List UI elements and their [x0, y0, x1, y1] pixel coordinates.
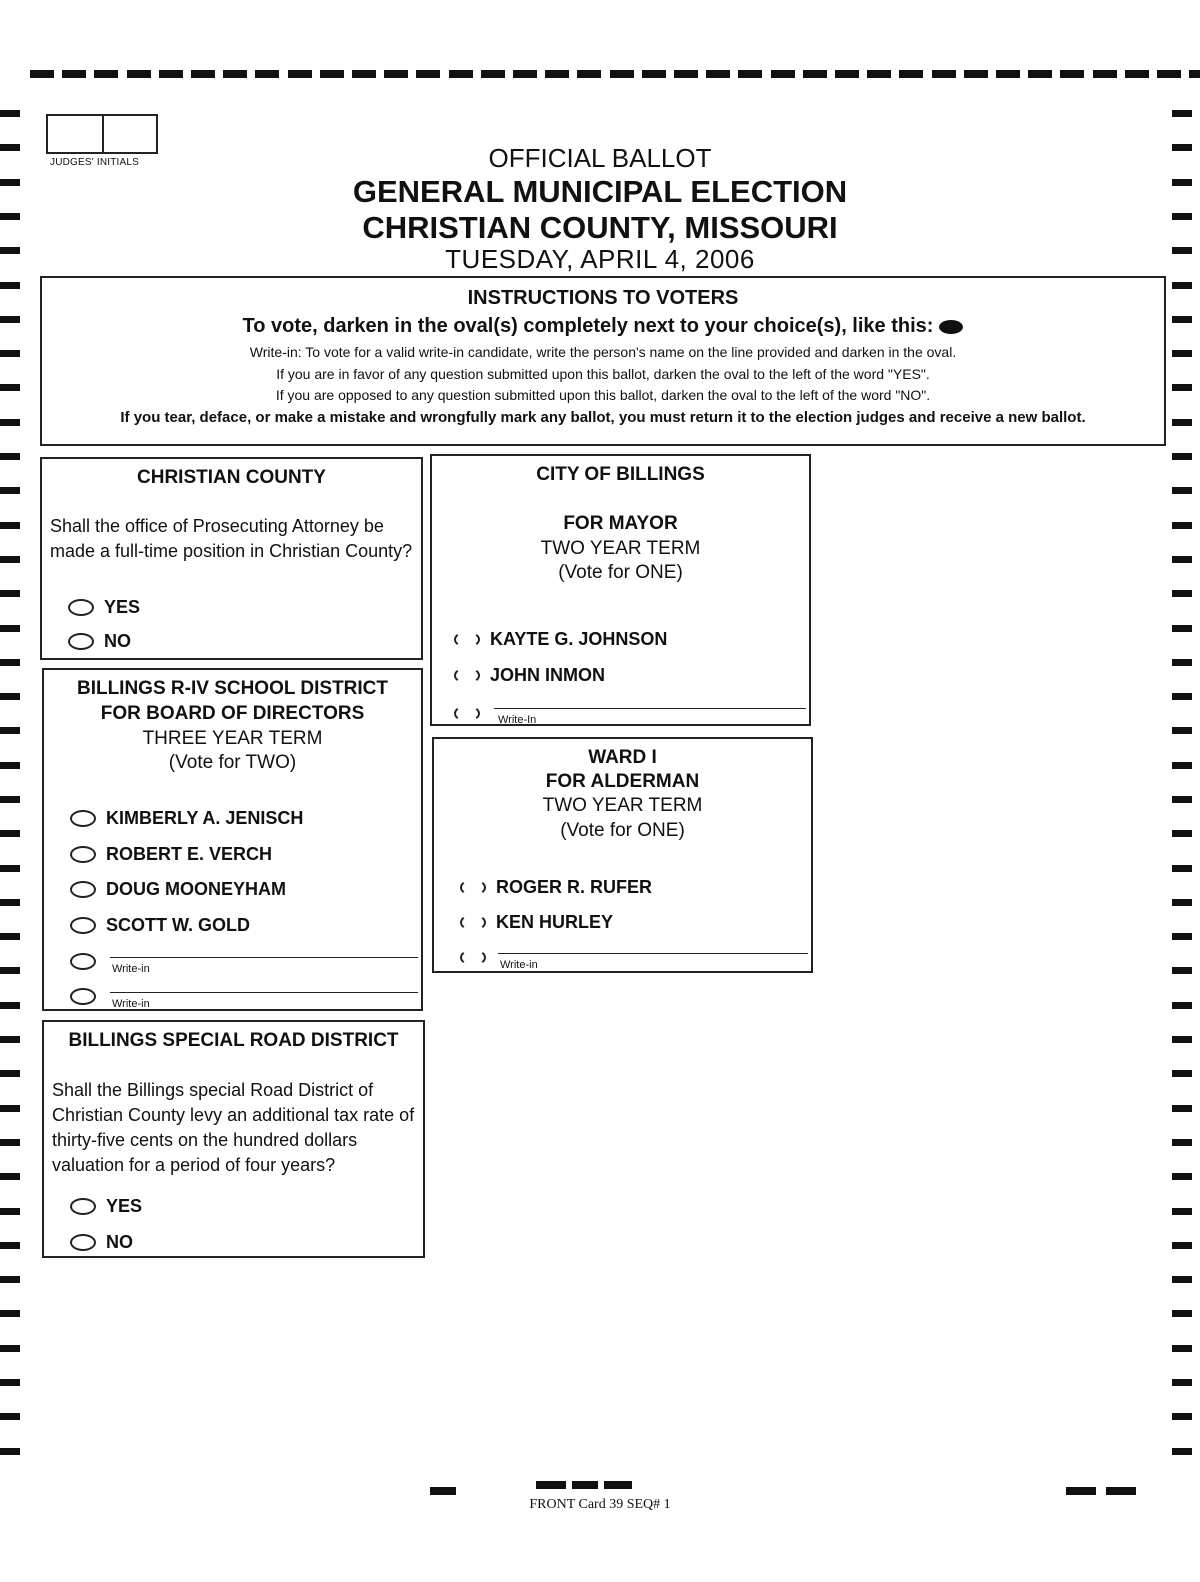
timing-mark — [1172, 1139, 1192, 1146]
oval-icon[interactable] — [460, 949, 486, 966]
timing-mark — [0, 625, 20, 632]
timing-mark — [0, 1173, 20, 1180]
timing-mark — [0, 1002, 20, 1009]
timing-mark — [0, 179, 20, 186]
timing-mark — [255, 70, 279, 78]
oval-icon[interactable] — [460, 879, 486, 896]
timing-mark — [1172, 556, 1192, 563]
timing-mark — [1172, 110, 1192, 117]
timing-mark — [0, 933, 20, 940]
option-no[interactable]: NO — [70, 1230, 133, 1254]
timing-mark — [0, 1448, 20, 1455]
timing-mark — [1157, 70, 1181, 78]
writein-option-1[interactable] — [70, 949, 96, 973]
county-name: CHRISTIAN COUNTY, MISSOURI — [362, 210, 838, 245]
timing-mark — [1172, 1345, 1192, 1352]
writein-option[interactable] — [454, 701, 480, 725]
timing-mark — [0, 659, 20, 666]
timing-mark — [738, 70, 762, 78]
candidate-option[interactable]: KIMBERLY A. JENISCH — [70, 806, 303, 830]
timing-mark — [0, 1139, 20, 1146]
timing-mark — [0, 1276, 20, 1283]
ballot-title: OFFICIAL BALLOT — [488, 143, 712, 173]
contest-office: FOR BOARD OF DIRECTORS — [100, 703, 365, 724]
contest-title: BILLINGS SPECIAL ROAD DISTRICT — [68, 1030, 399, 1051]
candidate-option[interactable]: DOUG MOONEYHAM — [70, 877, 286, 901]
instructions-box — [40, 276, 1166, 446]
timing-mark — [1172, 1105, 1192, 1112]
candidate-option[interactable]: ROBERT E. VERCH — [70, 842, 272, 866]
timing-mark — [642, 70, 666, 78]
timing-mark — [1028, 70, 1052, 78]
timing-mark — [1172, 967, 1192, 974]
oval-icon[interactable] — [70, 1198, 96, 1215]
timing-mark — [0, 967, 20, 974]
candidate-option[interactable]: KAYTE G. JOHNSON — [454, 627, 667, 651]
contest-title: BILLINGS R-IV SCHOOL DISTRICT — [76, 678, 389, 699]
timing-mark — [1093, 70, 1117, 78]
timing-mark — [1172, 590, 1192, 597]
timing-mark — [0, 762, 20, 769]
timing-mark — [1172, 933, 1192, 940]
timing-mark — [0, 487, 20, 494]
timing-mark — [1172, 282, 1192, 289]
timing-mark — [0, 213, 20, 220]
card-sequence-label: FRONT Card 39 SEQ# 1 — [529, 1497, 671, 1512]
timing-mark — [0, 590, 20, 597]
instructions-title: INSTRUCTIONS TO VOTERS — [467, 287, 739, 309]
election-date: TUESDAY, APRIL 4, 2006 — [445, 244, 755, 274]
contest-term: TWO YEAR TERM — [540, 538, 701, 559]
timing-mark — [996, 70, 1020, 78]
timing-mark — [1172, 453, 1192, 460]
timing-mark — [545, 70, 569, 78]
timing-mark — [416, 70, 440, 78]
timing-mark — [0, 1242, 20, 1249]
alderman-contest — [432, 737, 813, 973]
timing-mark — [1172, 316, 1192, 323]
timing-mark — [1172, 865, 1192, 872]
instructions-yes: If you are in favor of any question submitted upon this ballot, darken the oval to the left of the word "YES". — [276, 366, 930, 382]
timing-mark — [1172, 419, 1192, 426]
writein-line-2[interactable] — [110, 992, 418, 993]
timing-marks-top — [0, 70, 1200, 80]
timing-mark — [932, 70, 956, 78]
timing-mark — [223, 70, 247, 78]
instructions-no: If you are opposed to any question submitted upon this ballot, darken the oval to the left of the word "NO". — [275, 387, 931, 403]
instructions-main: To vote, darken in the oval(s) completely next to your choice(s), like this: — [42, 315, 1164, 338]
timing-mark — [1172, 1173, 1192, 1180]
option-yes[interactable]: YES — [70, 1194, 142, 1218]
writein-label: Write-in — [500, 959, 538, 971]
oval-icon[interactable] — [70, 917, 96, 934]
judges-initials-cell-2[interactable] — [102, 116, 156, 152]
election-name: GENERAL MUNICIPAL ELECTION — [352, 174, 848, 209]
timing-mark — [1172, 179, 1192, 186]
timing-mark — [899, 70, 923, 78]
oval-icon[interactable] — [70, 988, 96, 1005]
contest-office: FOR MAYOR — [563, 513, 678, 534]
timing-mark — [0, 316, 20, 323]
timing-mark — [1172, 693, 1192, 700]
timing-mark — [0, 830, 20, 837]
timing-mark — [0, 247, 20, 254]
timing-mark — [1172, 899, 1192, 906]
oval-icon[interactable] — [68, 633, 94, 650]
timing-mark — [352, 70, 376, 78]
timing-mark — [159, 70, 183, 78]
timing-mark — [0, 1105, 20, 1112]
timing-mark — [384, 70, 408, 78]
timing-mark — [577, 70, 601, 78]
timing-mark — [1172, 1036, 1192, 1043]
oval-icon[interactable] — [70, 846, 96, 863]
oval-icon[interactable] — [68, 599, 94, 616]
judges-initials-label: JUDGES' INITIALS — [50, 157, 140, 168]
timing-mark — [0, 453, 20, 460]
timing-mark — [481, 70, 505, 78]
timing-mark — [0, 865, 20, 872]
oval-icon[interactable] — [70, 953, 96, 970]
timing-mark — [1172, 1242, 1192, 1249]
oval-icon[interactable] — [454, 631, 480, 648]
christian-county-contest — [40, 457, 423, 660]
timing-mark — [1172, 144, 1192, 151]
contest-vote-for: (Vote for ONE) — [560, 820, 685, 841]
timing-mark — [0, 1070, 20, 1077]
contest-ward: WARD I — [588, 747, 657, 768]
timing-mark — [1172, 1002, 1192, 1009]
instructions-writein: Write-in: To vote for a valid write-in candidate, write the person's name on the line provided and darken in the oval. — [249, 344, 957, 360]
timing-mark — [1172, 522, 1192, 529]
timing-mark — [0, 384, 20, 391]
timing-mark — [0, 110, 20, 117]
instructions-mistake: If you tear, deface, or make a mistake and wrongfully mark any ballot, you must return it to the election judges and receive a new ballot. — [120, 409, 1086, 426]
timing-mark — [288, 70, 312, 78]
timing-mark — [1172, 213, 1192, 220]
timing-mark — [771, 70, 795, 78]
timing-mark — [513, 70, 537, 78]
timing-mark — [1172, 1413, 1192, 1420]
timing-mark — [835, 70, 859, 78]
timing-mark — [0, 282, 20, 289]
candidate-option[interactable]: KEN HURLEY — [460, 910, 613, 934]
contest-vote-for: (Vote for TWO) — [168, 752, 297, 773]
question-text: Shall the Billings special Road District of Christian County levy an additional tax rate of thirty-five cents on the hundred dollars valuation for a period of four years? — [52, 1080, 415, 1175]
timing-mark — [1172, 659, 1192, 666]
timing-mark — [0, 899, 20, 906]
option-no[interactable]: NO — [68, 629, 131, 653]
timing-mark — [674, 70, 698, 78]
timing-mark — [0, 1036, 20, 1043]
timing-mark — [0, 796, 20, 803]
contest-office: FOR ALDERMAN — [545, 771, 700, 792]
contest-title: CHRISTIAN COUNTY — [137, 467, 326, 488]
timing-mark — [0, 1208, 20, 1215]
sample-filled-oval-icon — [939, 320, 963, 334]
timing-mark — [706, 70, 730, 78]
timing-mark — [127, 70, 151, 78]
contest-term: THREE YEAR TERM — [142, 728, 323, 749]
oval-icon[interactable] — [70, 810, 96, 827]
timing-mark — [0, 1413, 20, 1420]
timing-mark — [0, 693, 20, 700]
oval-icon[interactable] — [454, 705, 480, 722]
writein-line-1[interactable] — [110, 957, 418, 958]
candidate-option[interactable]: SCOTT W. GOLD — [70, 913, 250, 937]
timing-mark — [0, 144, 20, 151]
timing-mark — [1172, 830, 1192, 837]
timing-mark — [0, 1345, 20, 1352]
timing-mark — [1189, 70, 1200, 78]
timing-mark — [62, 70, 86, 78]
timing-mark — [1172, 1310, 1192, 1317]
timing-mark — [0, 1379, 20, 1386]
contest-term: TWO YEAR TERM — [542, 795, 703, 816]
timing-mark — [867, 70, 891, 78]
school-district-contest — [42, 668, 423, 1011]
timing-mark — [320, 70, 344, 78]
timing-mark — [449, 70, 473, 78]
oval-icon[interactable] — [460, 914, 486, 931]
candidate-option[interactable]: ROGER R. RUFER — [460, 875, 652, 899]
timing-mark — [1172, 384, 1192, 391]
timing-mark — [803, 70, 827, 78]
timing-mark — [0, 556, 20, 563]
timing-mark — [1172, 625, 1192, 632]
timing-mark — [1172, 487, 1192, 494]
timing-mark — [0, 727, 20, 734]
writein-line[interactable] — [494, 708, 806, 709]
contest-vote-for: (Vote for ONE) — [558, 562, 683, 583]
timing-mark — [1060, 70, 1084, 78]
timing-mark — [1172, 727, 1192, 734]
timing-mark — [0, 1310, 20, 1317]
timing-mark — [1172, 1276, 1192, 1283]
writein-option-2[interactable] — [70, 984, 96, 1008]
timing-mark — [1172, 1448, 1192, 1455]
option-yes[interactable]: YES — [68, 595, 140, 619]
judges-initials-cell-1[interactable] — [48, 116, 100, 152]
timing-mark — [0, 419, 20, 426]
timing-mark — [1172, 1070, 1192, 1077]
timing-mark — [1172, 762, 1192, 769]
timing-mark — [30, 70, 54, 78]
timing-mark — [964, 70, 988, 78]
timing-mark — [0, 350, 20, 357]
writein-option[interactable] — [460, 945, 486, 969]
oval-icon[interactable] — [70, 1234, 96, 1251]
timing-mark — [191, 70, 215, 78]
timing-mark — [1172, 1208, 1192, 1215]
contest-title: CITY OF BILLINGS — [536, 464, 705, 485]
judges-initials-box[interactable] — [46, 114, 158, 154]
timing-mark — [610, 70, 634, 78]
timing-mark — [1125, 70, 1149, 78]
mayor-contest — [430, 454, 811, 726]
writein-label: Write-In — [498, 714, 537, 726]
writein-label-1: Write-in — [112, 963, 150, 975]
candidate-option[interactable]: JOHN INMON — [454, 663, 605, 687]
writein-line[interactable] — [498, 953, 808, 954]
timing-mark — [1172, 247, 1192, 254]
timing-mark — [94, 70, 118, 78]
timing-mark — [0, 522, 20, 529]
timing-mark — [1172, 1379, 1192, 1386]
oval-icon[interactable] — [70, 881, 96, 898]
timing-mark — [1172, 796, 1192, 803]
timing-mark — [1172, 350, 1192, 357]
question-text: Shall the office of Prosecuting Attorney be made a full-time position in Christian County? — [50, 516, 413, 561]
writein-label-2: Write-in — [112, 998, 150, 1010]
road-district-contest — [42, 1020, 425, 1258]
oval-icon[interactable] — [454, 667, 480, 684]
